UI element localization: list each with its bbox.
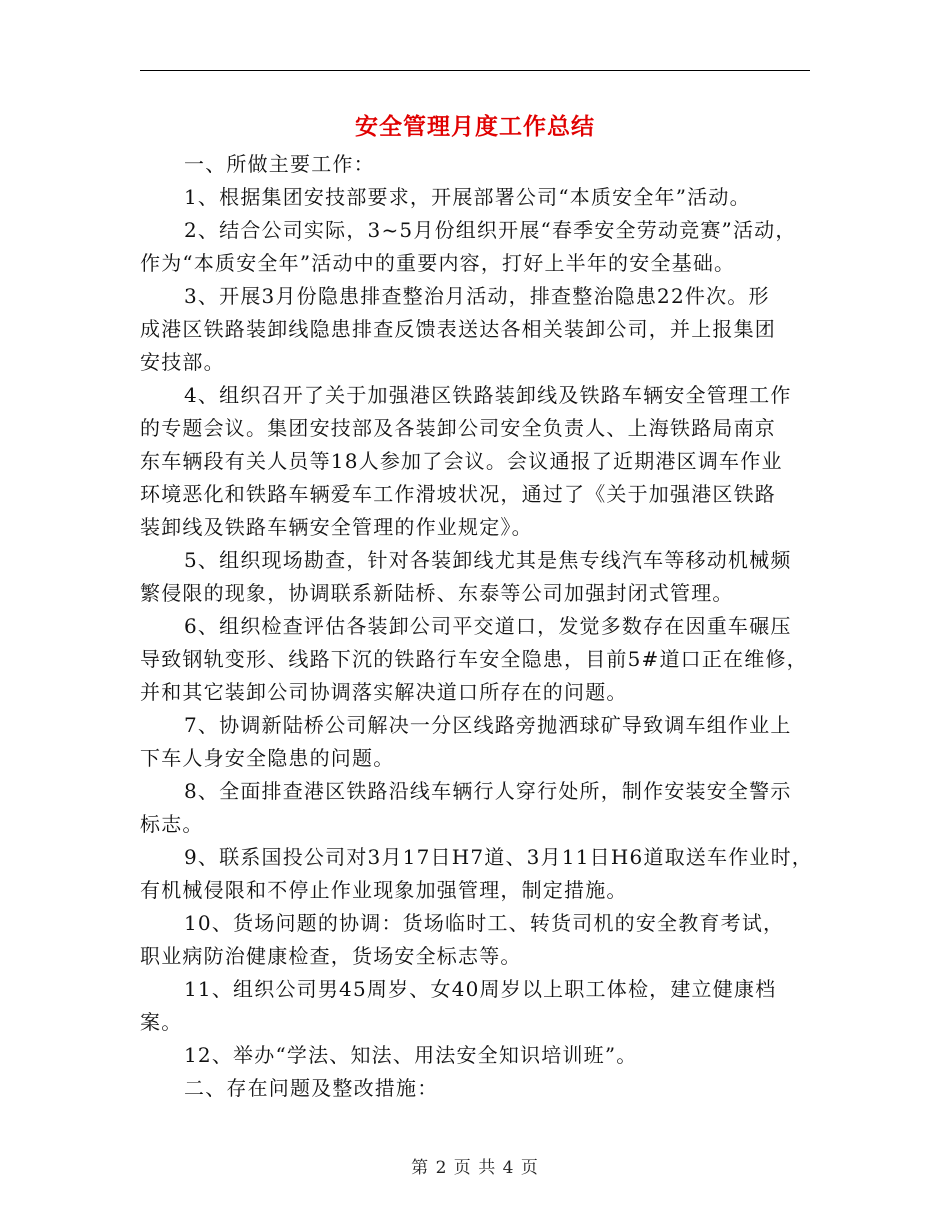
paragraph xyxy=(140,544,812,610)
text-line: 下车人身安全隐患的问题。 xyxy=(140,746,395,770)
text-line: 的专题会议。集团安技部及各装卸公司安全负责人、上海铁路局南京 xyxy=(140,416,776,440)
text-line: 二、存在问题及整改措施： xyxy=(184,1076,439,1100)
text-line: 11、组织公司男45周岁、女40周岁以上职工体检，建立健康档 xyxy=(184,977,777,1001)
text-line: 导致钢轨变形、线路下沉的铁路行车安全隐患，目前5#道口正在维修， xyxy=(140,647,808,671)
text-line: 职业病防治健康检查，货场安全标志等。 xyxy=(140,944,522,968)
text-line: 标志。 xyxy=(140,812,204,836)
document-body xyxy=(140,148,812,1105)
text-line: 10、货场问题的协调：货场临时工、转货司机的安全教育考试， xyxy=(184,911,785,935)
text-line: 7、协调新陆桥公司解决一分区线路旁抛洒球矿导致调车组作业上 xyxy=(184,713,792,737)
paragraph xyxy=(140,709,812,775)
paragraph xyxy=(140,1072,812,1105)
document-title: 安全管理月度工作总结 xyxy=(355,113,595,140)
text-line: 有机械侵限和不停止作业现象加强管理，制定措施。 xyxy=(140,878,628,902)
page-footer: 第 2 页 共 4 页 xyxy=(411,1158,539,1178)
text-line: 5、组织现场勘查，针对各装卸线尤其是焦专线汽车等移动机械频 xyxy=(184,548,792,572)
text-line: 作为“本质安全年”活动中的重要内容，打好上半年的安全基础。 xyxy=(140,251,736,275)
text-line: 1、根据集团安技部要求，开展部署公司“本质安全年”活动。 xyxy=(184,185,751,209)
text-line: 8、全面排查港区铁路沿线车辆行人穿行处所，制作安装安全警示 xyxy=(184,779,792,803)
text-line: 成港区铁路装卸线隐患排查反馈表送达各相关装卸公司，并上报集团 xyxy=(140,317,776,341)
text-line: 东车辆段有关人员等18人参加了会议。会议通报了近期港区调车作业 xyxy=(140,449,783,473)
text-line: 3、开展3月份隐患排查整治月活动，排查整治隐患22件次。形 xyxy=(184,284,770,308)
paragraph xyxy=(140,1039,812,1072)
paragraph xyxy=(140,181,812,214)
paragraph xyxy=(140,907,812,973)
paragraph xyxy=(140,841,812,907)
text-line: 环境恶化和铁路车辆爱车工作滑坡状况，通过了《关于加强港区铁路 xyxy=(140,482,776,506)
paragraph xyxy=(140,610,812,709)
text-line: 并和其它装卸公司协调落实解决道口所存在的问题。 xyxy=(140,680,628,704)
text-line: 装卸线及铁路车辆安全管理的作业规定》。 xyxy=(140,515,533,539)
text-line: 繁侵限的现象，协调联系新陆桥、东泰等公司加强封闭式管理。 xyxy=(140,581,734,605)
text-line: 2、结合公司实际，3~5月份组织开展“春季安全劳动竞赛”活动， xyxy=(184,218,797,242)
header-rule xyxy=(140,70,810,71)
paragraph xyxy=(140,280,812,379)
text-line: 12、举办“学法、知法、用法安全知识培训班”。 xyxy=(184,1043,638,1067)
text-line: 案。 xyxy=(140,1010,183,1034)
paragraph xyxy=(140,214,812,280)
paragraph xyxy=(140,379,812,544)
text-line: 6、组织检查评估各装卸公司平交道口，发觉多数存在因重车碾压 xyxy=(184,614,792,638)
paragraph xyxy=(140,775,812,841)
paragraph xyxy=(140,973,812,1039)
paragraph xyxy=(140,148,812,181)
text-line: 一、所做主要工作： xyxy=(184,152,375,176)
text-line: 安技部。 xyxy=(140,350,225,374)
text-line: 4、组织召开了关于加强港区铁路装卸线及铁路车辆安全管理工作 xyxy=(184,383,792,407)
text-line: 9、联系国投公司对3月17日H7道、3月11日H6道取送车作业时， xyxy=(184,845,814,869)
